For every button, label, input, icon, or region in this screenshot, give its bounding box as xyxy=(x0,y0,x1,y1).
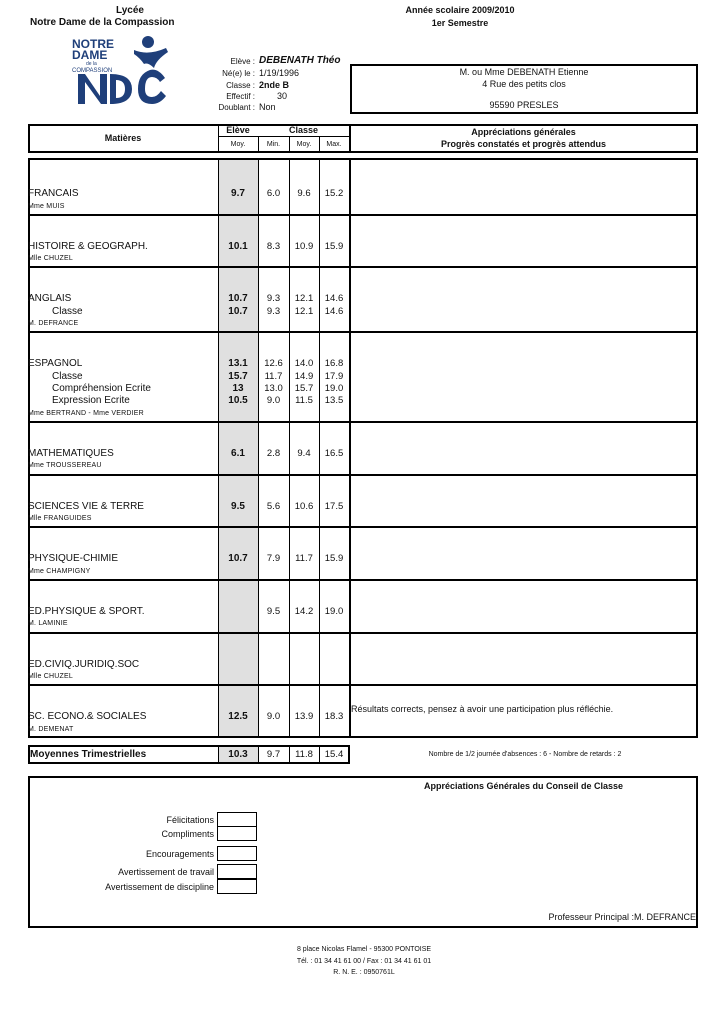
totals-min: 9.7 xyxy=(266,749,281,760)
totals-max: 15.4 xyxy=(324,749,344,760)
header-moy-eleve: Moy. xyxy=(230,141,246,148)
class-average: 10.6 xyxy=(294,501,314,512)
parent-name: M. ou Mme DEBENATH Etienne xyxy=(459,67,589,77)
absences-text: Nombre de 1/2 journée d'absences : 6 - Nombre de retards : 2 xyxy=(428,751,622,758)
subject-name: ESPAGNOL xyxy=(28,358,83,369)
class-max: 13.5 xyxy=(324,395,344,406)
appreciation-text: Résultats corrects, pensez à avoir une participation plus réfléchie. xyxy=(351,704,614,714)
subject-name: SC. ECONO.& SOCIALES xyxy=(28,711,147,722)
header-moy-classe: Moy. xyxy=(296,141,312,148)
conseil-title: Appréciations Générales du Conseil de Classe xyxy=(423,781,624,791)
checkbox-avertissement-discipline[interactable] xyxy=(217,879,257,894)
header-progres: Progrès constatés et progrès attendus xyxy=(440,139,607,149)
header-eleve: Elève xyxy=(226,125,250,135)
checkbox-felicitations[interactable] xyxy=(217,812,257,827)
class-max: 17.5 xyxy=(324,501,344,512)
class-average: 11.7 xyxy=(295,553,313,564)
class-max: 15.2 xyxy=(324,188,344,199)
mention-avertissement-travail: Avertissement de travail xyxy=(118,867,214,877)
class-max: 14.6 xyxy=(324,293,344,304)
logo-text-1: NOTRE xyxy=(72,37,114,51)
teacher-name: M. LAMINIE xyxy=(28,620,68,627)
header-classe: Classe xyxy=(288,125,319,135)
footer-address: 8 place Nicolas Flamel - 95300 PONTOISE xyxy=(296,946,432,953)
term: 1er Semestre xyxy=(431,18,489,28)
class-max: 14.6 xyxy=(324,306,344,317)
school-name: Notre Dame de la Compassion xyxy=(30,17,175,28)
class-max: 17.9 xyxy=(324,371,344,382)
class-average: 14.9 xyxy=(294,371,314,382)
class-min: 9.0 xyxy=(266,711,281,722)
class-max: 15.9 xyxy=(324,241,344,252)
effectif-label: Effectif : xyxy=(226,92,255,101)
class-max: 19.0 xyxy=(324,383,344,394)
student-average: 10.7 xyxy=(228,293,248,304)
checkbox-avertissement-travail[interactable] xyxy=(217,864,257,879)
mention-encouragements: Encouragements xyxy=(145,849,214,859)
professeur-principal: Professeur Principal :M. DEFRANCE xyxy=(548,912,696,922)
subject-name: ED.CIVIQ.JURIDIQ.SOC xyxy=(28,659,140,670)
birthdate-label: Né(e) le : xyxy=(222,69,255,78)
mention-felicitations: Félicitations xyxy=(166,815,214,825)
class-max: 18.3 xyxy=(324,711,344,722)
parent-street: 4 Rue des petits clos xyxy=(482,79,566,89)
student-average: 10.7 xyxy=(228,306,248,317)
student-average: 9.7 xyxy=(231,188,245,199)
subject-name: MATHEMATIQUES xyxy=(28,448,114,459)
class-average: 12.1 xyxy=(294,306,314,317)
class-max: 15.9 xyxy=(324,553,344,564)
teacher-name: Mme TROUSSEREAU xyxy=(28,462,102,469)
school-logo xyxy=(70,34,170,108)
totals-label: Moyennes Trimestrielles xyxy=(30,749,147,760)
class-min: 12.6 xyxy=(264,358,283,369)
sub-label: Expression Ecrite xyxy=(52,395,130,406)
subject-name: PHYSIQUE-CHIMIE xyxy=(28,553,119,564)
student-average: 10.7 xyxy=(228,553,248,564)
effectif-value: 30 xyxy=(277,91,288,101)
class-max: 16.8 xyxy=(324,358,344,369)
student-average: 6.1 xyxy=(231,448,245,459)
subject-name: ED.PHYSIQUE & SPORT. xyxy=(28,606,145,617)
checkbox-encouragements[interactable] xyxy=(217,846,257,861)
totals-student: 10.3 xyxy=(228,749,248,760)
teacher-name: Mlle CHUZEL xyxy=(28,255,73,262)
class-average: 9.6 xyxy=(297,188,311,199)
teacher-name: Mme BERTRAND - Mme VERDIER xyxy=(28,410,144,417)
class-max: 16.5 xyxy=(324,448,344,459)
birthdate: 1/19/1996 xyxy=(259,68,300,78)
doublant-label: Doublant : xyxy=(218,103,255,112)
teacher-name: Mlle CHUZEL xyxy=(28,673,73,680)
class-min: 9.5 xyxy=(266,606,281,617)
logo-text-2: DAME xyxy=(72,48,108,62)
class-average: 10.9 xyxy=(294,241,314,252)
class-min: 9.3 xyxy=(266,306,281,317)
checkbox-compliments[interactable] xyxy=(217,826,257,841)
doublant-value: Non xyxy=(259,102,276,112)
sub-label: Classe xyxy=(52,306,83,317)
student-average: 13 xyxy=(232,383,244,394)
class-min: 9.3 xyxy=(266,293,281,304)
mention-avertissement-discipline: Avertissement de discipline xyxy=(105,882,214,892)
logo-text-3: de la xyxy=(86,61,97,67)
footer-rne: R. N. E. : 0950761L xyxy=(333,969,395,976)
teacher-name: M. DEFRANCE xyxy=(28,320,79,327)
teacher-name: Mme CHAMPIGNY xyxy=(28,568,91,575)
school-year: Année scolaire 2009/2010 xyxy=(405,5,515,15)
header-max: Max. xyxy=(326,141,342,148)
class-average: 14.0 xyxy=(294,358,314,369)
student-name: DEBENATH Théo xyxy=(259,55,341,66)
mention-compliments: Compliments xyxy=(161,829,214,839)
class-min: 5.6 xyxy=(266,501,281,512)
header-appreciations: Appréciations générales xyxy=(471,127,576,137)
class-average: 14.2 xyxy=(294,606,314,617)
class-average: 11.5 xyxy=(295,395,313,406)
sub-label: Compréhension Ecrite xyxy=(52,383,151,394)
footer-phone: Tél. : 01 34 41 61 00 / Fax : 01 34 41 61 01 xyxy=(296,958,432,965)
school-line1: Lycée xyxy=(116,5,144,16)
student-name-label: Elève : xyxy=(230,57,255,66)
student-average: 13.1 xyxy=(228,358,248,369)
student-average: 12.5 xyxy=(228,711,248,722)
class-min: 7.9 xyxy=(266,553,281,564)
parent-city: 95590 PRESLES xyxy=(489,100,559,110)
logo-text-4: COMPASSION xyxy=(72,68,113,74)
class-label: Classe : xyxy=(226,81,255,90)
class-max: 19.0 xyxy=(324,606,344,617)
teacher-name: Mme MUIS xyxy=(28,203,65,210)
teacher-name: M. DEMENAT xyxy=(28,726,74,733)
student-average: 10.1 xyxy=(228,241,248,252)
subject-name: FRANCAIS xyxy=(28,188,79,199)
header-min: Min. xyxy=(266,141,281,148)
class-min: 6.0 xyxy=(266,188,281,199)
class-min: 13.0 xyxy=(264,383,283,394)
student-average: 15.7 xyxy=(228,371,248,382)
teacher-name: Mlle FRANGUIDES xyxy=(28,515,92,522)
class-average: 12.1 xyxy=(294,293,314,304)
student-average: 9.5 xyxy=(231,501,245,512)
class-min: 9.0 xyxy=(266,395,281,406)
class-min: 8.3 xyxy=(266,241,281,252)
subject-name: SCIENCES VIE & TERRE xyxy=(28,501,144,512)
class-average: 9.4 xyxy=(297,448,311,459)
header-matieres: Matières xyxy=(104,133,142,143)
class-min: 2.8 xyxy=(266,448,281,459)
class-value: 2nde B xyxy=(259,80,290,90)
sub-label: Classe xyxy=(52,371,83,382)
class-average: 15.7 xyxy=(294,383,314,394)
totals-moy: 11.8 xyxy=(295,749,313,760)
student-average: 10.5 xyxy=(228,395,248,406)
subject-name: ANGLAIS xyxy=(28,293,72,304)
class-average: 13.9 xyxy=(294,711,314,722)
subject-name: HISTOIRE & GEOGRAPH. xyxy=(28,241,148,252)
class-min: 11.7 xyxy=(264,371,283,382)
